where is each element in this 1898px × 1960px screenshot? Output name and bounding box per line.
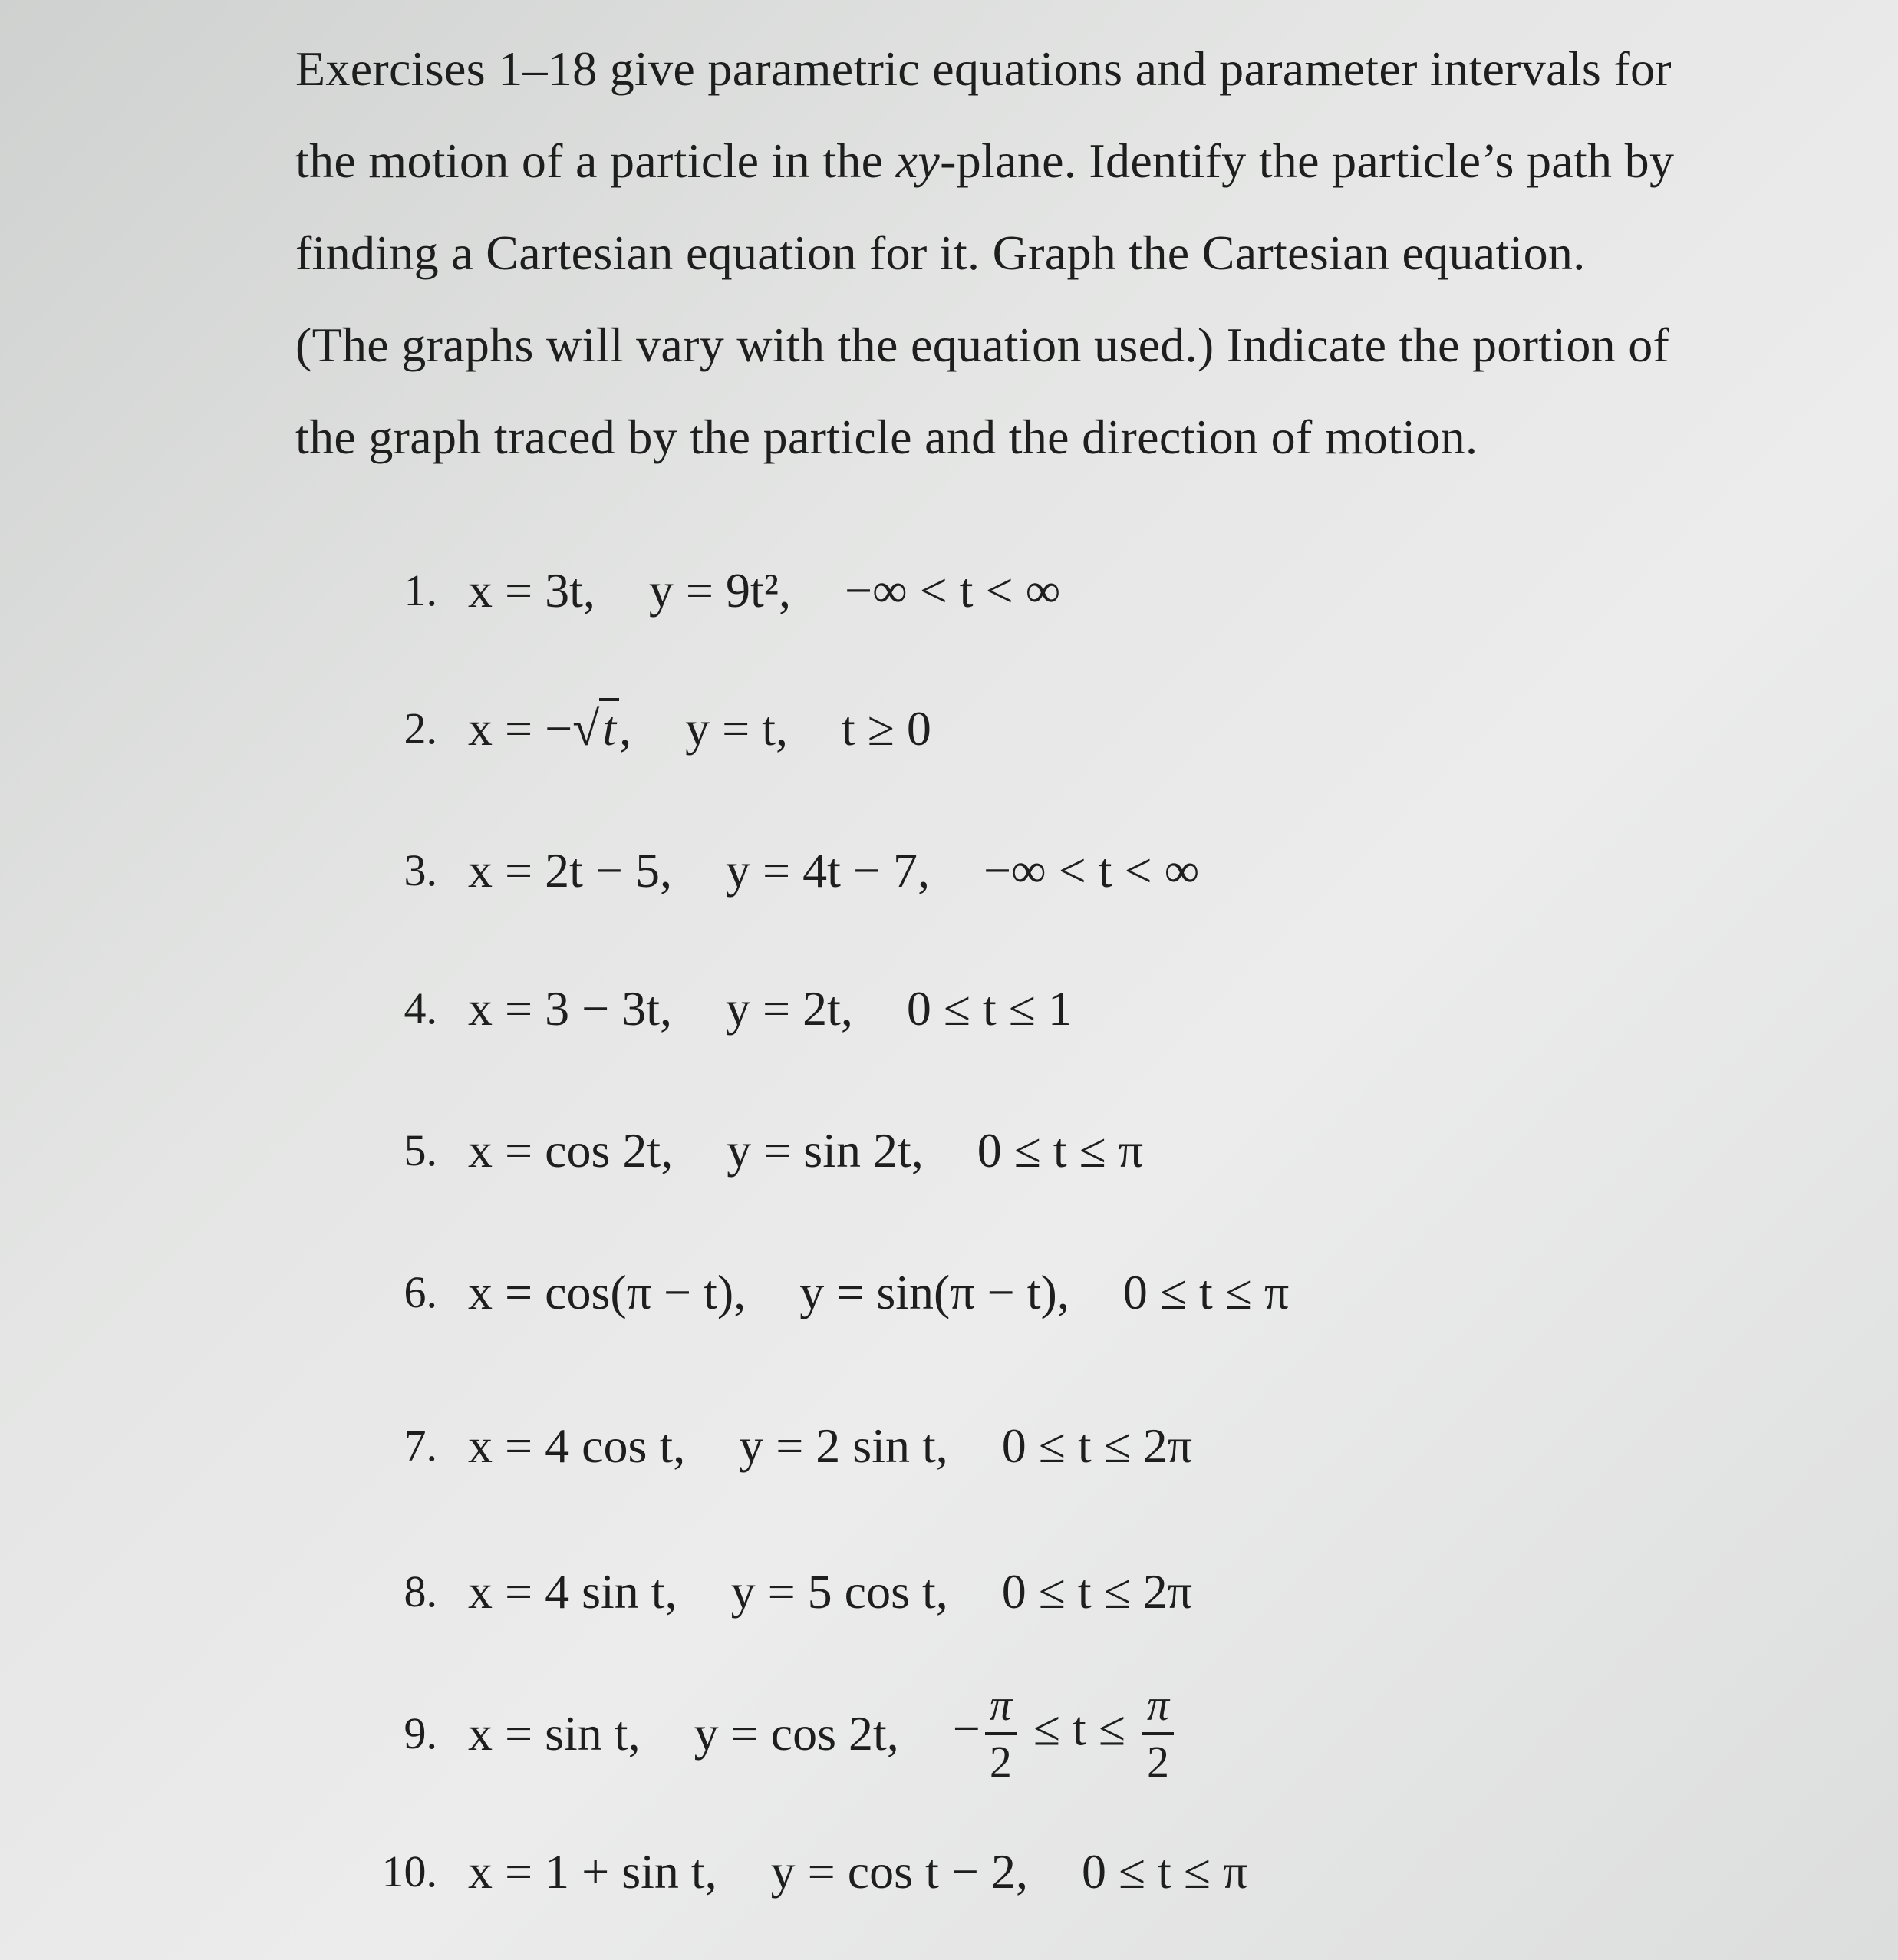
exercise-number: 4. (404, 983, 437, 1033)
x-equation-start: x = −√ (468, 701, 600, 756)
exercise-number: 5. (404, 1125, 437, 1175)
fraction-numerator: π (1146, 1680, 1169, 1730)
fraction-denominator: 2 (985, 1732, 1017, 1784)
parameter-interval: 0 ≤ t ≤ π (1081, 1844, 1248, 1899)
y-equation: y = sin(π − t), (799, 1265, 1069, 1319)
x-equation: x = 4 cos t, (468, 1418, 686, 1473)
fraction-pi-over-2 (1142, 1680, 1174, 1787)
parameter-interval: t ≥ 0 (841, 701, 931, 756)
x-equation: x = cos(π − t), (468, 1265, 746, 1319)
exercise-number: 10. (381, 1846, 437, 1896)
y-equation: y = t, (685, 701, 788, 756)
fraction-numerator: π (989, 1680, 1012, 1730)
y-equation: y = 5 cos t, (730, 1564, 948, 1619)
parameter-interval: 0 ≤ t ≤ 2π (1001, 1564, 1193, 1619)
y-equation: y = sin 2t, (727, 1123, 924, 1178)
x-equation-end: , (619, 701, 632, 756)
exercise-3 (361, 836, 1199, 905)
exercise-10 (330, 1837, 1247, 1906)
x-equation: x = 4 sin t, (468, 1564, 677, 1619)
interval-inequality: ≤ t ≤ (1033, 1701, 1125, 1756)
exercise-9 (361, 1672, 1178, 1795)
exercise-8 (361, 1557, 1192, 1626)
instructions-line-2-start: the motion of a particle in the (295, 133, 896, 188)
y-equation: y = 9t², (648, 563, 791, 618)
exercise-number: 6. (404, 1267, 437, 1317)
instructions-line-5: the graph traced by the particle and the direction of motion. (295, 410, 1478, 464)
parameter-interval: 0 ≤ t ≤ π (1122, 1265, 1290, 1319)
parameter-interval (952, 1680, 1178, 1787)
instructions-line-1: Exercises 1–18 give parametric equations and parameter intervals for (295, 41, 1672, 96)
exercise-number: 2. (404, 703, 437, 753)
exercise-7 (361, 1412, 1192, 1481)
instructions-paragraph (295, 23, 1876, 483)
instructions-line-3: finding a Cartesian equation for it. Graph the Cartesian equation. (295, 226, 1586, 280)
exercise-6 (361, 1258, 1289, 1327)
exercise-number: 8. (404, 1566, 437, 1616)
x-equation: x = 3t, (468, 563, 595, 618)
parameter-interval: 0 ≤ t ≤ 1 (906, 981, 1073, 1036)
xy-variable: xy (895, 133, 941, 188)
fraction-pi-over-2 (985, 1680, 1017, 1787)
square-root (599, 694, 619, 763)
x-equation: x = 2t − 5, (468, 843, 672, 898)
instructions-line-2 (295, 115, 1876, 207)
parameter-interval: 0 ≤ t ≤ 2π (1001, 1418, 1193, 1473)
exercise-2 (361, 694, 931, 763)
radicand: t (599, 698, 619, 756)
parameter-interval: 0 ≤ t ≤ π (977, 1123, 1144, 1178)
exercise-number: 3. (404, 845, 437, 895)
exercise-4 (361, 974, 1073, 1043)
x-equation: x = 3 − 3t, (468, 981, 672, 1036)
exercise-number: 7. (404, 1421, 437, 1471)
minus-sign: − (952, 1701, 980, 1756)
fraction-denominator: 2 (1142, 1732, 1174, 1784)
exercise-1 (361, 556, 1060, 625)
y-equation: y = 4t − 7, (725, 843, 930, 898)
y-equation: y = 2 sin t, (739, 1418, 948, 1473)
instructions-line-2-end: -plane. Identify the particle’s path by (940, 133, 1675, 188)
y-equation: y = cos t − 2, (770, 1844, 1028, 1899)
exercise-number: 1. (404, 565, 437, 615)
y-equation: y = cos 2t, (694, 1706, 899, 1761)
parameter-interval: −∞ < t < ∞ (983, 843, 1200, 898)
instructions-line-4: (The graphs will vary with the equation used.) Indicate the portion of (295, 318, 1670, 372)
parameter-interval: −∞ < t < ∞ (844, 563, 1061, 618)
x-equation: x = 1 + sin t, (468, 1844, 717, 1899)
x-equation: x = sin t, (468, 1706, 641, 1761)
x-equation: x = cos 2t, (468, 1123, 674, 1178)
y-equation: y = 2t, (725, 981, 853, 1036)
x-equation (468, 694, 631, 763)
exercise-5 (361, 1116, 1143, 1185)
exercise-number: 9. (404, 1708, 437, 1758)
